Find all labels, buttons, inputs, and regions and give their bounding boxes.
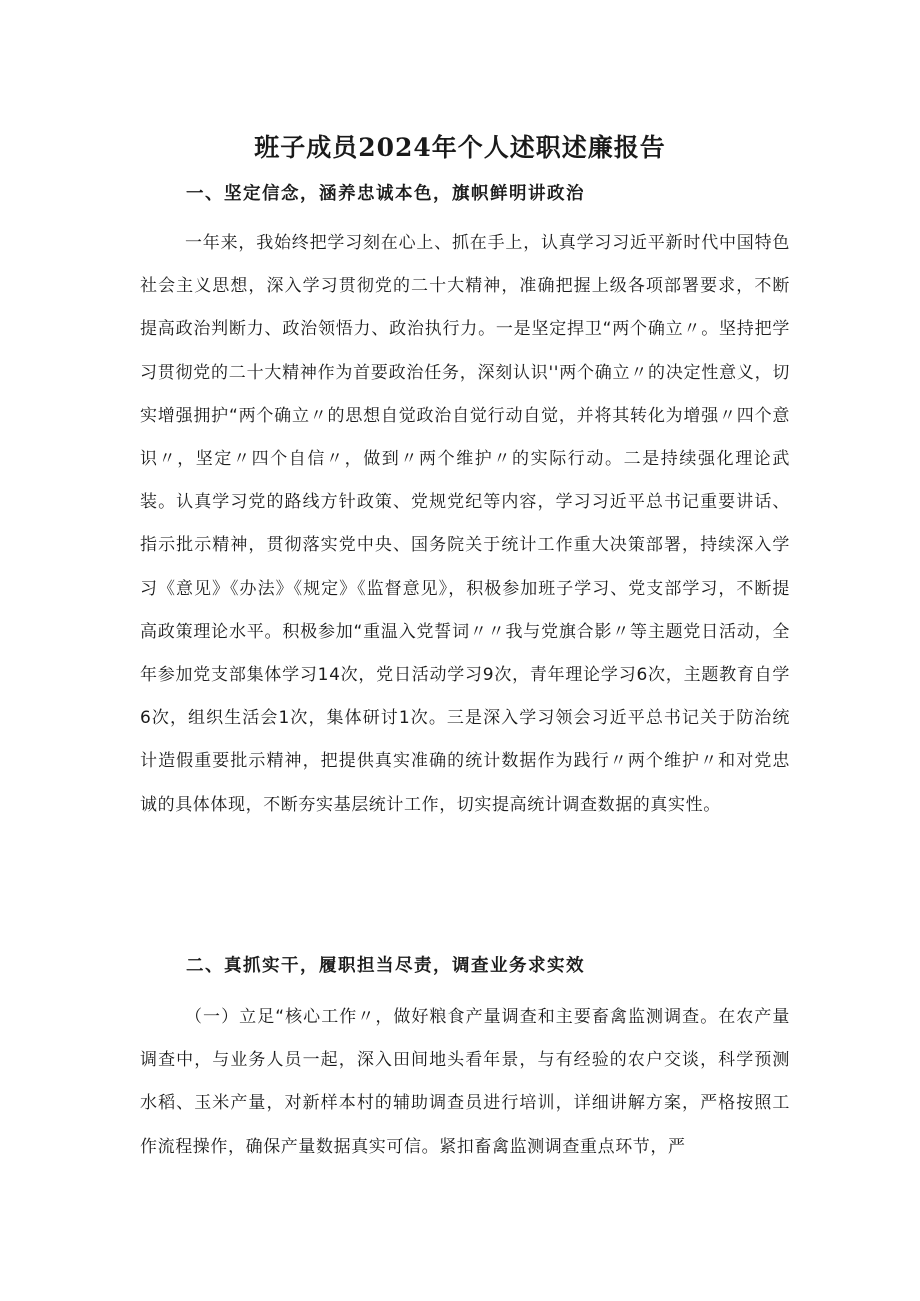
body-paragraph: （一）立足“核心工作〃，做好粮食产量调查和主要畜禽监测调查。在农产量调查中，与业务人员一起，深入田间地头看年景，与有经验的农户交谈，科学预测水稻、玉米产量，对新样本村的辅助调查员进行培训，详细讲解方案，严格按照工作流程操作，确保产量数据真实可信。紧扣畜禽监测调查重点环节，严: [140, 1007, 790, 1157]
body-paragraph: 一年来，我始终把学习刻在心上、抓在手上，认真学习习近平新时代中国特色社会主义思想，深入学习贯彻党的二十大精神，准确把握上级各项部署要求，不断提高政治判断力、政治领悟力、政治执行力。一是坚定捍卫“两个确立〃。坚持把学习贯彻党的二十大精神作为首要政治任务，深刻认识''两个确立〃的决定性意义，切实增强拥护“两个确立〃的思想自觉政治自觉行动自觉，并将其转化为增强〃四个意识〃，坚定〃四个自信〃，做到〃两个维护〃的实际行动。二是持续强化理论武装。认真学习党的路线方针政策、党规党纪等内容，学习习近平总书记重要讲话、指示批示精神，贯彻落实党中央、国务院关于统计工作重大决策部署，持续深入学习《意见》《办法》《规定》《监督意见》，积极参加班子学习、党支部学习，不断提高政策理论水平。积极参加“重温入党誓词〃〃我与党旗合影〃等主题党日活动，全年参加党支部集体学习14次，党日活动学习9次，青年理论学习6次，主题教育自学6次，组织生活会1次，集体研讨1次。三是深入学习领会习近平总书记关于防治统计造假重要批示精神，把提供真实准确的统计数据作为践行〃两个维护〃和对党忠诚的具体体现，不断夯实基层统计工作，切实提高统计调查数据的真实性。: [140, 233, 790, 815]
section-heading-2: 二、真抓实干，履职担当尽责，调查业务求实效: [186, 956, 585, 976]
section-heading-1: 一、坚定信念，涵养忠诚本色，旗帜鲜明讲政治: [186, 184, 585, 204]
document-title: 班子成员2024年个人述职述廉报告: [254, 133, 666, 162]
